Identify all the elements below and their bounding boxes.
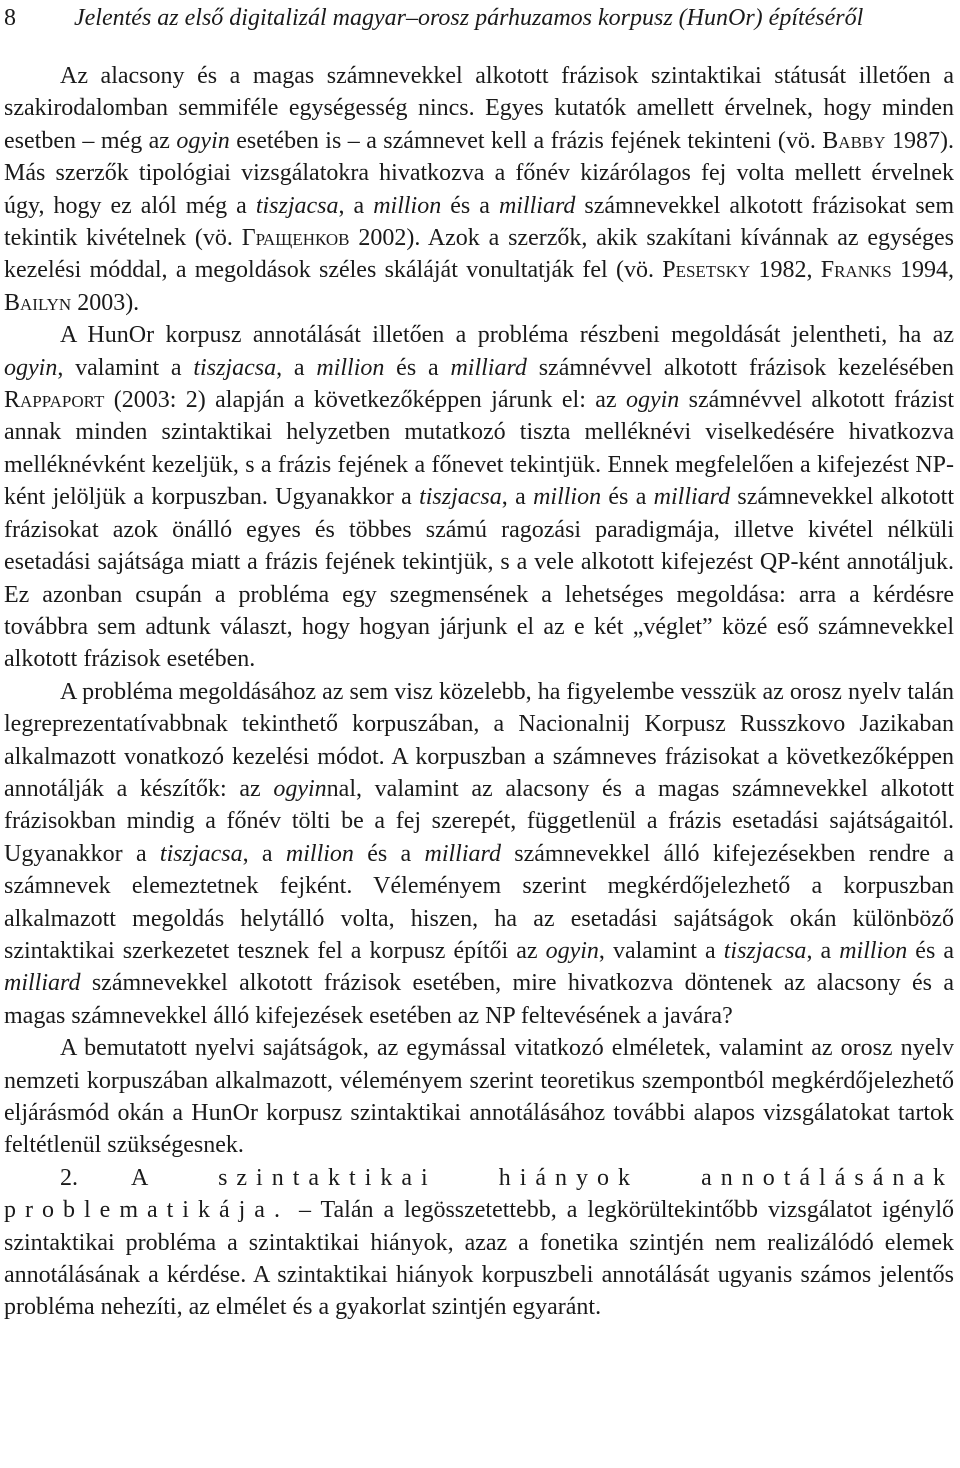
italic-term: ogyin (4, 354, 58, 381)
italic-term: tiszjacsa (723, 937, 807, 964)
text-run: nal, valamint az alacsony és a magas számnevekkel alkotott frázisokban mindig a főnév tölti be a fej szerepét, függetlenül a frázis esetadási sajátságaitól. Ugyanakkor a (4, 775, 954, 867)
text-run: esetében is – a számnevet kell a frázis fejének tekinteni (vö. (229, 127, 823, 154)
text-run: 2002). Azok a szerzők, akik szakítani kívánnak az egységes kezelési móddal, a megoldások széles skáláját vonultatják fel (vö. (4, 225, 954, 284)
italic-term: million (285, 840, 354, 867)
text-run: számnevekkel alkotott frázisokat sem tekintik kivételnek (vö. (4, 192, 955, 252)
italic-term: milliard (498, 192, 576, 219)
page-number: 8 (4, 5, 16, 31)
text-run: számnevekkel alkotott frázisok esetében, mire hivatkozva döntenek az alacsony és a magas számnevekkel álló kifejezések esetében az NP feltevésének a javára? (4, 970, 954, 1029)
text-run: 1987). Más szerzők tipológiai vizsgálatokra hivatkozva a főnév kizárólagos fej volta mellett érvelnek úgy, hogy ez alól még a (4, 127, 954, 219)
text-run: A bemutatott nyelvi sajátságok, az egymással vitatkozó elméletek, valamint az orosz nyelv nemzeti korpuszában alkalmazott, véleményem szerint teoretikus szempontból megkérdőjelezhető eljárásmód okán a HunOr korpusz szintaktikai annotálásához további alapos vizsgálatokat tartok feltétlenül szükségesnek. (4, 1035, 954, 1159)
text-run: és a (353, 840, 425, 867)
italic-term: tiszjacsa (419, 484, 502, 511)
italic-term: ogyin (273, 775, 327, 802)
italic-term: ogyin (625, 387, 680, 414)
paragraph-1 (4, 60, 954, 319)
running-title: Jelentés az első digitalizál magyar–orosz párhuzamos korpusz (HunOr) építéséről (74, 5, 864, 31)
paragraph-4 (4, 1032, 954, 1162)
author-name: Bailyn (4, 289, 72, 316)
italic-term: tiszjacsa (255, 192, 339, 219)
body-text (4, 60, 954, 1324)
text-run: és a (384, 354, 451, 381)
text-run: és a (601, 484, 654, 511)
italic-term: milliard (4, 970, 81, 997)
italic-term: milliard (424, 840, 501, 867)
text-run: Az alacsony és a magas számnevekkel alkotott frázisok szintaktikai státusát illetően a szakirodalomban semmiféle egységesség nincs. Egyes kutatók amellett érvelnek, hogy minden esetben – még az (4, 63, 954, 154)
text-run: (2003: 2) alapján a következőképpen járunk el: az (104, 387, 626, 414)
text-run: , a (276, 354, 317, 381)
paragraph-2 (4, 319, 954, 675)
text-run: 2003). (71, 289, 140, 316)
text-run: , valamint a (598, 937, 724, 964)
text-run: , valamint a (57, 354, 194, 381)
text-run: , a (242, 840, 286, 867)
author-name: Franks (820, 257, 892, 284)
italic-term: milliard (450, 354, 527, 381)
italic-term: million (373, 192, 442, 219)
text-run: , a (338, 192, 374, 219)
section-title: A szintaktikai hiányok annotálásának problematikája. (4, 1164, 955, 1224)
author-name: Pesetsky (662, 257, 751, 284)
italic-term: million (839, 937, 908, 964)
author-name: Гращенков (241, 225, 350, 252)
paragraph-3 (4, 676, 954, 1032)
text-run: számnévvel alkotott frázisok kezelésében (526, 354, 954, 381)
running-header (4, 0, 954, 36)
text-run: számnevekkel álló kifejezésekben rendre a számnevek elemeztetnek fejként. Véleményem szerint megkérdőjelezhető a korpuszban alkalmazott megoldás helytálló volta, hiszen, ha az esetadási sajátságok okán különböző szintaktikai szerkezetet tesznek fel a korpusz építői az (4, 840, 954, 964)
italic-term: tiszjacsa (159, 840, 243, 867)
section-2-paragraph (4, 1162, 954, 1324)
italic-term: million (533, 484, 602, 511)
text-run: A probléma megoldásához az sem visz közelebb, ha figyelembe vesszük az orosz nyelv talán legreprezentatívabbnak tekinthető korpuszában, a Nacionalnij Korpusz Russzkovo Jazikaban alkalmazott vonatkozó kezelési módot. A korpuszban a számneves frázisokat a következőképpen annotálják a készítők: az (4, 678, 954, 802)
italic-term: tiszjacsa (193, 354, 277, 381)
text-run: számnevekkel alkotott frázisokat azok önálló egyes és többes számú ragozási paradigmája, illetve kivétel nélküli esetadási sajátsága miatt a frázis fejének tekintjük, s a vele alkotott kifejezést QP-ként annotáljuk. Ez azonban csupán a probléma egy szegmensének a lehetséges megoldása: arra a kérdésre továbbra sem adtunk választ, hogy hogyan járjunk el az e két „véglet” közé eső számnevekkel alkotott frázisok esetében. (4, 484, 955, 673)
text-run: és a (441, 192, 499, 219)
text-run: A HunOr korpusz annotálását illetően a probléma részbeni megoldását jelentheti, ha az (60, 322, 954, 349)
italic-term: ogyin (176, 127, 230, 154)
italic-term: ogyin (545, 937, 599, 964)
text-run: 1994, (891, 257, 955, 284)
author-name: Babby (822, 127, 886, 154)
text-run: és a (907, 937, 955, 964)
text-run: számnévvel alkotott frázist annak minden szintaktikai helyzetben mutatkozó tiszta melléknévi viselkedésére hivatkozva melléknévként kezeljük, s a frázis fejének a főnevet tekintjük. Ennek megfelelően a kifejezést NP-ként jelöljük a korpuszban. Ugyanakkor a (4, 387, 954, 511)
italic-term: milliard (653, 484, 731, 511)
text-run: 1982, (750, 257, 821, 284)
text-run: , a (806, 937, 840, 964)
text-run: 2. (60, 1164, 132, 1191)
text-run: , a (501, 484, 534, 511)
text-run: – Talán a legösszetettebb, a legkörültekintőbb vizsgálatot igénylő szintaktikai probléma a szintaktikai hiányok, azaz a fonetika szintjén nem realizálódó elemek annotálásának a kérdése. A szintaktikai hiányok korpuszbeli annotálását ugyanis számos jelentős probléma nehezíti, az elmélet és a gyakorlat szintjén egyaránt. (4, 1197, 954, 1321)
italic-term: million (316, 354, 385, 381)
author-name: Rappaport (4, 387, 105, 414)
